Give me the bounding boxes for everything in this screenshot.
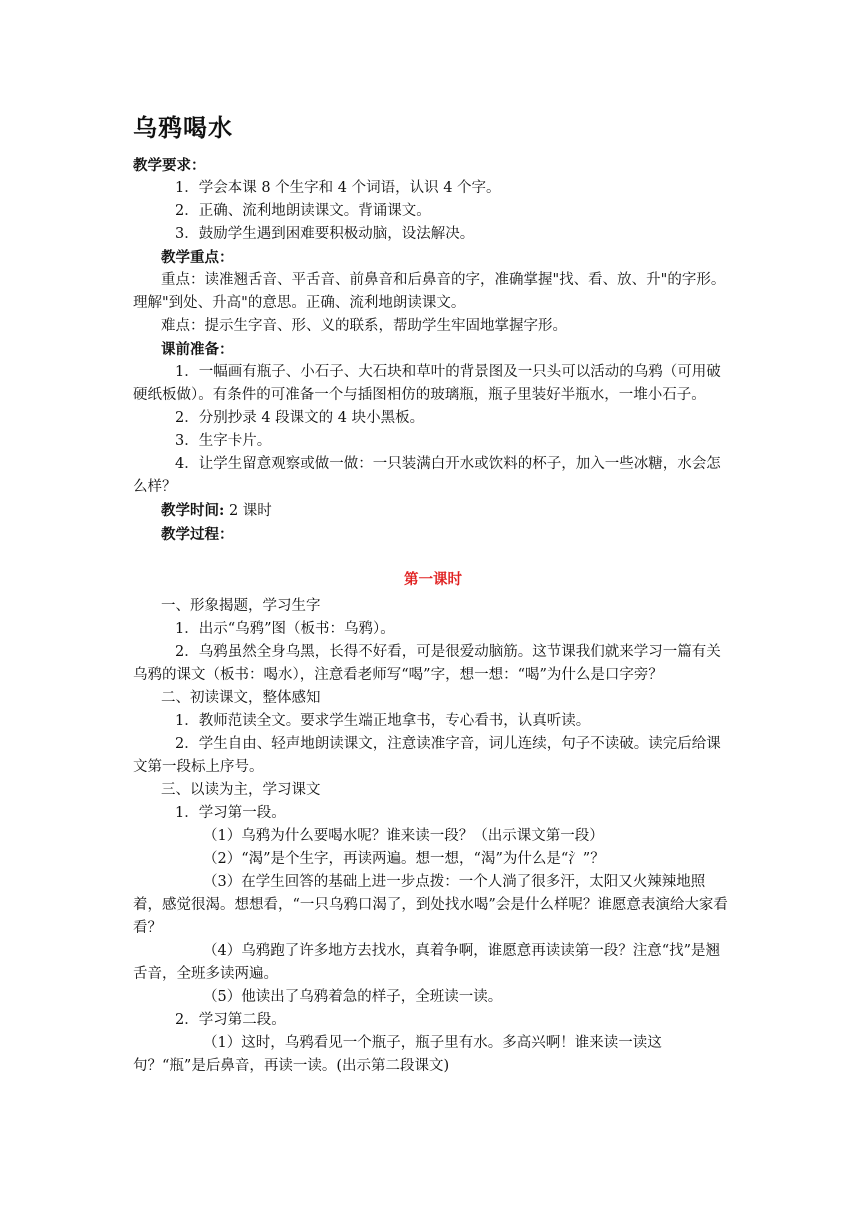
sub-item: （5）他读出了乌鸦着急的样子，全班读一读。 [203, 989, 503, 1005]
preparation-item: 4．让学生留意观察或做一做：一只装满白开水或饮料的杯子，加入一些冰糖，水会怎么样？ [133, 456, 721, 495]
difficulty-text: 难点：提示生字音、形、义的联系，帮助学生牢固地掌握字形。 [161, 318, 567, 334]
preparation-heading: 课前准备： [161, 341, 234, 358]
section-heading: 一、形象揭题，学习生字 [161, 598, 321, 614]
section-item: 2．乌鸦虽然全身乌黑，长得不好看，可是很爱动脑筋。这节课我们就来学习一篇有关乌鸦的课文（板书：喝水），注意看老师写“喝”字，想一想：“喝”为什么是口字旁？ [133, 644, 721, 683]
section-item: 1．出示“乌鸦”图（板书：乌鸦）。 [175, 621, 395, 637]
requirement-item: 1．学会本课 8 个生字和 4 个词语，认识 4 个字。 [175, 180, 501, 196]
doc-title: 乌鸦喝水 [133, 113, 233, 142]
key-points-heading: 教学重点： [161, 249, 234, 266]
lesson-plan [133, 108, 733, 1078]
section-heading: 二、初读课文，整体感知 [161, 690, 321, 706]
teaching-time [133, 499, 733, 523]
preparation-item: 2．分别抄录 4 段课文的 4 块小黑板。 [175, 410, 425, 426]
preparation-item: 1．一幅画有瓶子、小石子、大石块和草叶的背景图及一只头可以活动的乌鸦（可用破硬纸板做）。有条件的可准备一个与插图相仿的玻璃瓶，瓶子里装好半瓶水，一堆小石子。 [133, 364, 721, 403]
sub-item: （2）“渴”是个生字，再读两遍。想一想，“渴”为什么是“氵”？ [203, 851, 605, 867]
section-heading: 三、以读为主，学习课文 [161, 782, 321, 798]
section-item: 1．学习第一段。 [175, 805, 286, 821]
key-point-text: 重点：读准翘舌音、平舌音、前鼻音和后鼻音的字，准确掌握"找、看、放、升"的字形。理解"到处、升高"的意思。正确、流利地朗读课文。 [133, 272, 726, 311]
section-item: 2．学习第二段。 [175, 1012, 286, 1028]
sub-item: （4）乌鸦跑了许多地方去找水，真着争啊，谁愿意再读读第一段？注意“找”是翘舌音，全班多读两遍。 [133, 943, 721, 982]
section-item: 1．教师范读全文。要求学生端正地拿书，专心看书，认真听读。 [175, 713, 591, 729]
requirement-item: 2．正确、流利地朗读课文。背诵课文。 [175, 203, 431, 219]
sub-item: （1）这时，乌鸦看见一个瓶子，瓶子里有水。多高兴啊！谁来读一读这句？“瓶”是后鼻音，再读一读。(出示第二段课文) [133, 1035, 662, 1074]
process-heading: 教学过程： [161, 526, 234, 543]
section-item: 2．学生自由、轻声地朗读课文，注意读准字音，词儿连续，句子不读破。读完后给课文第一段标上序号。 [133, 736, 721, 775]
sub-item: （3）在学生回答的基础上进一步点拨：一个人淌了很多汗，太阳又火辣辣地照着，感觉很渴。想想看，“一只乌鸦口渴了，到处找水喝”会是什么样呢？谁愿意表演给大家看看？ [133, 874, 728, 936]
requirements-heading: 教学要求： [133, 157, 206, 174]
preparation-item: 3．生字卡片。 [175, 433, 272, 449]
sub-item: （1）乌鸦为什么要喝水呢？谁来读一段？（出示课文第一段） [203, 828, 604, 844]
lesson-heading: 第一课时 [404, 571, 462, 588]
teaching-time-value: 2 课时 [224, 503, 272, 519]
teaching-time-label: 教学时间: [161, 502, 225, 519]
requirement-item: 3．鼓励学生遇到困难要积极动脑，设法解决。 [175, 226, 475, 242]
